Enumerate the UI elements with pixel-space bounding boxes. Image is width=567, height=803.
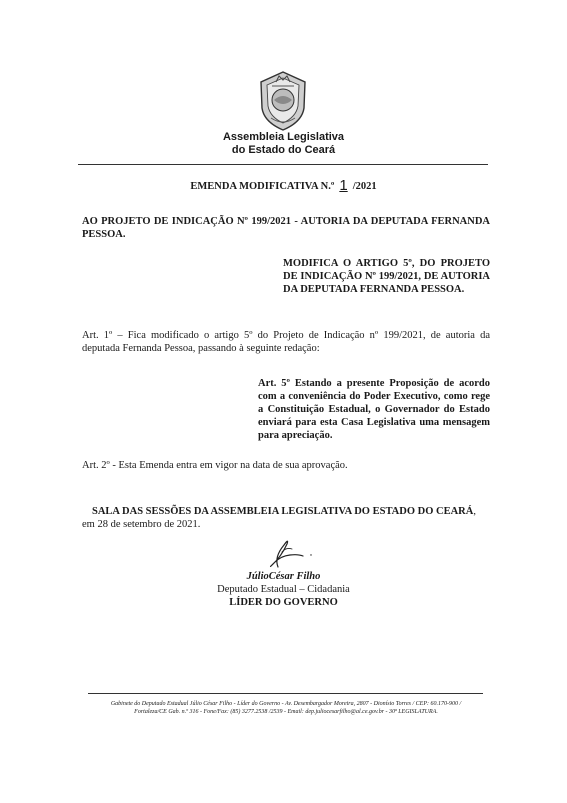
footer-line-1: Gabinete do Deputado Estadual Júlio César Filho - Líder do Governo - Av. Desembargador Moreira, 2807 - Dionísio Torres / CEP: 60.170-900 / (110, 701, 462, 707)
article-2: Art. 2º - Esta Emenda entra em vigor na data de sua aprovação. (82, 460, 348, 471)
ementa: MODIFICA O ARTIGO 5º, DO PROJETO DE INDICAÇÃO Nº 199/2021, DE AUTORIA DA DEPUTADA FERNANDA PESSOA. (283, 258, 490, 295)
footer-contact (76, 700, 496, 716)
quoted-article-5: Art. 5º Estando a presente Proposição de acordo com a conveniência do Poder Executivo, como rege a Constituição Estadual, o Governador do Estado enviará para esta Casa Legislativa uma mensagem para apreciação. (258, 378, 490, 441)
title-prefix: EMENDA MODIFICATIVA N.º (190, 181, 335, 192)
title-suffix: /2021 (352, 181, 377, 192)
document-title (0, 176, 567, 193)
handwritten-signature (248, 535, 318, 571)
footer-divider (88, 693, 483, 694)
institution-name-line1: Assembleia Legislativa (222, 131, 345, 143)
article-1: Art. 1º – Fica modificado o artigo 5º do Projeto de Indicação nº 199/2021, de autoria da deputada Fernanda Pessoa, passando à seguinte redação: (82, 330, 490, 354)
closing-date: , em 28 de setembro de 2021. (82, 506, 476, 530)
signer-role: Deputado Estadual – Cidadania (217, 584, 350, 595)
signer-name: JúlioCésar Filho (246, 571, 321, 582)
signer-title: LÍDER DO GOVERNO (229, 597, 338, 608)
closing-statement (82, 505, 490, 531)
footer-line-2: Fortaleza/CE Gab. n.º 316 - Fone/Fax: (85) 3277.2538 /2539 - Email: dep.juliocesarfilho@al.ce.gov.br - 30ª LEGISLATURA. (134, 709, 438, 715)
state-coat-of-arms-icon (258, 70, 308, 132)
header-divider (78, 164, 488, 165)
closing-session-room: SALA DAS SESSÕES DA ASSEMBLEIA LEGISLATIVA DO ESTADO DO CEARÁ (92, 506, 474, 517)
amendment-number: 1 (339, 177, 348, 194)
subject-line: AO PROJETO DE INDICAÇÃO Nº 199/2021 - AUTORIA DA DEPUTADA FERNANDA PESSOA. (82, 216, 490, 240)
institution-name-line2: do Estado do Ceará (231, 144, 336, 156)
